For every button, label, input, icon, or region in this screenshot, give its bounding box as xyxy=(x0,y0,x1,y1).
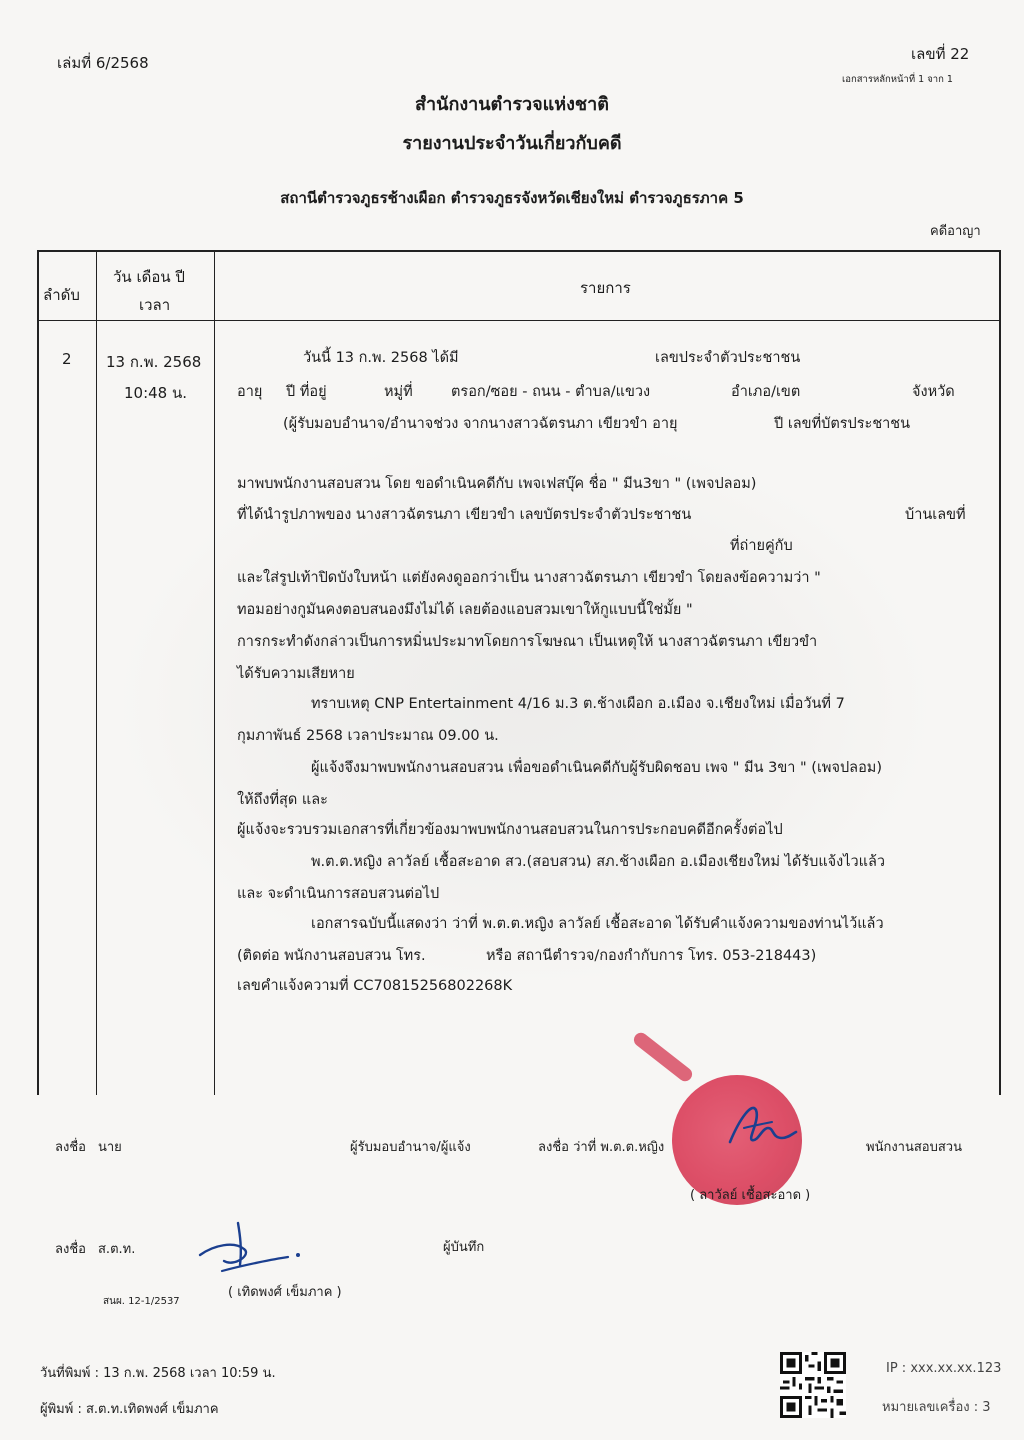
body-line: เอกสารฉบับนี้แสดงว่า ว่าที่ พ.ต.ต.หญิง ลาวัลย์ เชื้อสะอาด ได้รับคำแจ้งความของท่านไว้แล้ว xyxy=(311,916,884,932)
body-line: หมู่ที่ xyxy=(384,384,413,400)
body-line: จังหวัด xyxy=(912,384,955,400)
body-line: การกระทำดังกล่าวเป็นการหมิ่นประมาทโดยการโฆษณา เป็นเหตุให้ นางสาวฉัตรนภา เขียวขำ xyxy=(237,634,818,650)
signature-label: ลงชื่อ xyxy=(55,1242,86,1257)
table-col-divider-1 xyxy=(96,250,97,1095)
row-number: 2 xyxy=(62,350,72,368)
stamp-smudge xyxy=(631,1030,695,1084)
table-top-border xyxy=(37,250,1001,252)
qr-code-icon xyxy=(780,1352,846,1418)
table-header-separator xyxy=(37,320,1001,321)
col-header-items: รายการ xyxy=(580,279,631,297)
document-number: เลขที่ 22 xyxy=(911,45,970,63)
col-header-time: เวลา xyxy=(139,296,171,314)
body-line: อายุ xyxy=(237,384,263,400)
org-title: สำนักงานตำรวจแห่งชาติ xyxy=(415,94,609,115)
body-line: ตรอก/ซอย - ถนน - ตำบล/แขวง xyxy=(451,384,651,400)
body-line: และ จะดำเนินการสอบสวนต่อไป xyxy=(237,886,440,902)
signer-prefix: นาย xyxy=(98,1140,122,1155)
print-date: วันที่พิมพ์ : 13 ก.พ. 2568 เวลา 10:59 น. xyxy=(40,1366,276,1381)
body-line: พ.ต.ต.หญิง ลาวัลย์ เชื้อสะอาด สว.(สอบสวน) สภ.ช้างเผือก อ.เมืองเชียงใหม่ ได้รับแจ้งไวแล้ว xyxy=(311,854,886,870)
body-line: และใส่รูปเท้าปิดบังใบหน้า แต่ยังคงดูออกว่าเป็น นางสาวฉัตรนภา เขียวขำ โดยลงข้อความว่า " xyxy=(237,570,821,586)
body-line: ผู้แจ้งจึงมาพบพนักงานสอบสวน เพื่อขอดำเนินคดีกับผู้รับผิดชอบ เพจ " มีน 3ขา " (เพจปลอม) xyxy=(311,760,882,776)
signer-rank: ส.ต.ท. xyxy=(98,1242,136,1257)
row-date: 13 ก.พ. 2568 xyxy=(106,353,202,371)
col-header-date: วัน เดือน ปี xyxy=(113,268,185,286)
body-line: ที่ถ่ายคู่กับ xyxy=(730,538,793,554)
body-line: (ผู้รับมอบอำนาจ/อำนาจช่วง จากนางสาวฉัตรนภา เขียวขำ อายุ xyxy=(283,416,678,432)
signer-role: ผู้บันทึก xyxy=(443,1240,485,1255)
body-line: ปี เลขที่บัตรประชาชน xyxy=(774,416,911,432)
body-line: วันนี้ 13 ก.พ. 2568 ได้มี xyxy=(303,350,459,366)
body-line: ผู้แจ้งจะรวบรวมเอกสารที่เกี่ยวข้องมาพบพนักงานสอบสวนในการประกอบคดีอีกครั้งต่อไป xyxy=(237,822,783,838)
body-line: ให้ถึงที่สุด และ xyxy=(237,792,328,808)
signer-role: พนักงานสอบสวน xyxy=(866,1140,962,1155)
station-name: สถานีตำรวจภูธรช้างเผือก ตำรวจภูธรจังหวัดเชียงใหม่ ตำรวจภูธรภาค 5 xyxy=(280,189,744,207)
printer-name: ผู้พิมพ์ : ส.ต.ท.เทิดพงศ์ เข็มภาค xyxy=(40,1402,219,1417)
body-line: มาพบพนักงานสอบสวน โดย ขอดำเนินคดีกับ เพจเฟสบุ๊ค ชื่อ " มีน3ขา " (เพจปลอม) xyxy=(237,476,757,492)
body-line: เลขประจำตัวประชาชน xyxy=(655,350,801,366)
investigator-signature xyxy=(722,1098,798,1154)
row-time: 10:48 น. xyxy=(124,384,188,402)
signer-name: ( เทิดพงศ์ เข็มภาค ) xyxy=(228,1285,342,1300)
col-header-no: ลำดับ xyxy=(43,286,80,304)
signer-role: ผู้รับมอบอำนาจ/ผู้แจ้ง xyxy=(350,1140,471,1155)
report-title: รายงานประจำวันเกี่ยวกับคดี xyxy=(402,133,622,154)
book-number: เล่มที่ 6/2568 xyxy=(57,54,149,72)
body-line: ปี ที่อยู่ xyxy=(286,384,327,400)
body-line: ทอมอย่างกูมันคงตอบสนองมึงไม่ได้ เลยต้องแอบสวมเขาให้กูแบบนี้ใช่มั้ย " xyxy=(237,602,693,618)
body-line: กุมภาพันธ์ 2568 เวลาประมาณ 09.00 น. xyxy=(237,728,499,744)
table-left-border xyxy=(37,250,39,1095)
body-line: ทราบเหตุ CNP Entertainment 4/16 ม.3 ต.ช้างเผือก อ.เมือง จ.เชียงใหม่ เมื่อวันที่ 7 xyxy=(311,696,845,712)
page-note: เอกสารหลักหน้าที่ 1 จาก 1 xyxy=(842,74,953,85)
case-type: คดีอาญา xyxy=(930,224,981,239)
ip-address: IP : xxx.xx.xx.123 xyxy=(886,1361,1002,1376)
body-line: อำเภอ/เขต xyxy=(731,384,801,400)
table-col-divider-2 xyxy=(214,250,215,1095)
machine-number: หมายเลขเครื่อง : 3 xyxy=(882,1400,991,1415)
body-line: (ติดต่อ พนักงานสอบสวน โทร. xyxy=(237,948,426,964)
body-line: หรือ สถานีตำรวจ/กองกำกับการ โทร. 053-218443) xyxy=(486,948,817,964)
table-right-border xyxy=(999,250,1001,1095)
recorder-signature xyxy=(194,1215,306,1281)
body-line: บ้านเลขที่ xyxy=(905,507,966,523)
signature-label: ลงชื่อ xyxy=(55,1140,86,1155)
signature-label: ลงชื่อ ว่าที่ พ.ต.ต.หญิง xyxy=(538,1140,665,1155)
body-line: ได้รับความเสียหาย xyxy=(237,666,355,682)
body-line: ที่ได้นำรูปภาพของ นางสาวฉัตรนภา เขียวขำ เลขบัตรประจำตัวประชาชน xyxy=(237,507,692,523)
report-reference-number: เลขคำแจ้งความที่ CC70815256802268K xyxy=(237,978,513,994)
form-code: สนผ. 12-1/2537 xyxy=(103,1296,180,1307)
signer-name: ( ลาวัลย์ เชื้อสะอาด ) xyxy=(690,1188,811,1203)
